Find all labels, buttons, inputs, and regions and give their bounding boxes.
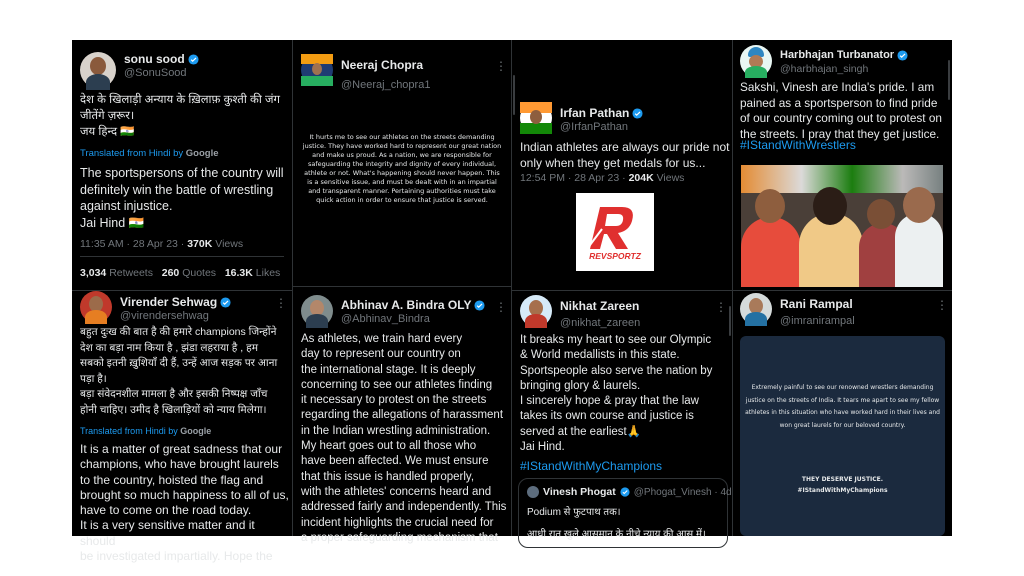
revsportz-logo[interactable] bbox=[576, 193, 654, 271]
handle[interactable]: @nikhat_zareen bbox=[560, 317, 641, 329]
display-name[interactable]: Virender Sehwag bbox=[120, 295, 218, 309]
quoted-handle: @Phogat_Vinesh · 4d bbox=[633, 486, 732, 498]
verified-badge-icon bbox=[474, 300, 485, 311]
statement-hashtag: #IStandWithMyChampions bbox=[797, 487, 888, 494]
tweet-text: Sakshi, Vinesh are India's pride. I am pained as a sportsperson to find pride of our country coming out to protest on the streets. I pray that they get justice. bbox=[740, 80, 942, 141]
avatar-harbhajan-singh[interactable] bbox=[740, 45, 772, 77]
avatar-sonu-sood[interactable] bbox=[80, 52, 116, 88]
more-options-icon[interactable]: ⋮ bbox=[275, 296, 287, 310]
display-name[interactable]: Nikhat Zareen bbox=[560, 299, 640, 313]
statement-letter: It hurts me to see our athletes on the streets demanding justice. They have worked hard to represent our great nation and make us proud. As a nation, we are responsible for safeguarding the integrity and dignity of every individual, athlete or not. What's happening should never happen. This is a sensitive issue, and must be dealt with in an impartial and transparent manner. Pertaining authorities must take quick action in order to ensure that justice is served. bbox=[302, 133, 502, 204]
quoted-display-name: Vinesh Phogat bbox=[543, 486, 616, 498]
tweet-virender-sehwag[interactable] bbox=[72, 291, 292, 564]
more-options-icon[interactable]: ⋮ bbox=[715, 300, 727, 314]
statement-footer: THEY DESERVE JUSTICE. bbox=[801, 476, 884, 483]
avatar-vinesh-phogat bbox=[527, 486, 539, 498]
quoted-text-line2: आधी रात खुले आसमान के नीचे न्याय की आस में। bbox=[527, 529, 706, 540]
handle[interactable]: @Neeraj_chopra1 bbox=[341, 79, 431, 91]
hashtag-link[interactable]: #IStandWithMyChampions bbox=[520, 459, 663, 473]
tweet-collage bbox=[72, 40, 952, 564]
avatar-irfan-pathan[interactable] bbox=[520, 102, 552, 134]
tweet-rani-rampal[interactable] bbox=[733, 291, 952, 536]
protest-photo[interactable] bbox=[741, 165, 943, 287]
verified-badge-icon bbox=[188, 54, 199, 65]
translation-note[interactable]: Translated from Hindi by Google bbox=[80, 148, 219, 159]
quoted-text-line1: Podium से फुटपाथ तक। bbox=[527, 507, 621, 518]
scrollbar[interactable] bbox=[729, 306, 731, 336]
translation-note[interactable]: Translated from Hindi by Google bbox=[80, 426, 212, 436]
tweet-text-english: It is a matter of great sadness that our champions, who have brought laurels to the country, hoisted the flag and brought so much happiness to all of us, have to come on the road today. It is a very sensitive matter and it should be investigated impartially. Hope the bbox=[80, 442, 289, 564]
verified-badge-icon bbox=[897, 50, 908, 61]
tweet-neeraj-chopra[interactable] bbox=[293, 40, 511, 286]
tweet-text-hindi: देश के खिलाड़ी अन्याय के ख़िलाफ़ कुश्ती की जंग जीतेंगे ज़रूर। जय हिन्द 🇮🇳 bbox=[80, 94, 281, 138]
display-name[interactable]: Abhinav A. Bindra OLY bbox=[341, 298, 472, 312]
avatar-neeraj-chopra[interactable] bbox=[301, 54, 333, 86]
verified-badge-icon bbox=[220, 297, 231, 308]
hashtag-link[interactable]: #IStandWithWrestlers bbox=[740, 138, 856, 152]
tweet-text: Indian athletes are always our pride not only when they get medals for us... bbox=[520, 140, 730, 170]
display-name[interactable]: Harbhajan Turbanator bbox=[780, 49, 895, 61]
tweet-irfan-pathan[interactable] bbox=[512, 40, 732, 290]
handle[interactable]: @SonuSood bbox=[124, 67, 187, 79]
more-options-icon[interactable]: ⋮ bbox=[495, 59, 507, 73]
tweet-text: As athletes, we train hard every day to represent our country on the international stage. It is deeply concerning to see our athletes finding it necessary to protest on the streets regarding the allegations of harassment in the Indian wrestling administration. My heart goes out to all those who have been affected. We must ensure that this issue is handled properly, with the athletes' concerns heard and addressed fairly and independently. This incident highlights the crucial need for a proper safeguarding mechanism that bbox=[301, 333, 507, 544]
tweet-nikhat-zareen[interactable] bbox=[512, 291, 732, 540]
statement-card[interactable] bbox=[740, 336, 945, 536]
handle[interactable]: @virendersehwag bbox=[120, 310, 209, 322]
statement-text: Extremely painful to see our renowned wrestlers demanding justice on the streets of India. It tears me apart to see my fellow athletes in this situation who have worked hard in their lives and won great laurels for our beloved country. bbox=[745, 384, 940, 429]
verified-badge-icon bbox=[632, 108, 643, 119]
avatar-abhinav-bindra[interactable] bbox=[301, 295, 333, 327]
display-name[interactable]: Irfan Pathan bbox=[560, 106, 630, 120]
tweet-harbhajan-singh[interactable] bbox=[733, 40, 952, 290]
tweet-meta: 12:54 PM · 28 Apr 23 · 204K Views bbox=[520, 172, 685, 184]
tweet-sonu-sood[interactable] bbox=[72, 40, 292, 290]
handle[interactable]: @IrfanPathan bbox=[560, 121, 629, 133]
more-options-icon[interactable]: ⋮ bbox=[936, 298, 948, 312]
display-name[interactable]: Rani Rampal bbox=[780, 297, 853, 311]
tweet-meta: 11:35 AM · 28 Apr 23 · 370K Views bbox=[80, 238, 244, 250]
display-name[interactable]: sonu sood bbox=[124, 52, 185, 66]
tweet-text-english: The sportspersons of the country will definitely win the battle of wrestling against injustice. Jai Hind 🇮🇳 bbox=[80, 166, 284, 230]
more-options-icon[interactable]: ⋮ bbox=[495, 300, 507, 314]
handle[interactable]: @imranirampal bbox=[780, 315, 855, 327]
tweet-abhinav-bindra[interactable] bbox=[293, 287, 511, 544]
tweet-text-hindi: बहुत दुःख की बात है की हमारे champions जिन्होंने देश का बड़ा नाम किया है , झंडा लहराया है , हम सबको इतनी ख़ुशियाँ दी हैं, उन्हें आज सड़क पर आना पड़ा है। बड़ा संवेदनशील मामला है और इसकी निष्पक्ष जाँच होनी चाहिए। उमीद है खिलाड़ियों को न्याय मिलेगा। bbox=[80, 326, 278, 416]
avatar-virender-sehwag[interactable] bbox=[80, 291, 112, 323]
verified-badge-icon bbox=[620, 487, 630, 497]
divider bbox=[80, 256, 284, 257]
logo-wordmark: REVSPORTZ bbox=[589, 251, 641, 261]
scrollbar[interactable] bbox=[513, 75, 515, 115]
avatar-nikhat-zareen[interactable] bbox=[520, 295, 552, 327]
display-name[interactable]: Neeraj Chopra bbox=[341, 58, 424, 72]
tweet-text: It breaks my heart to see our Olympic & World medallists in this state. Sportspeople also serve the nation by bringing glory & laurels. I sincerely hope & pray that the law takes its own course and justice is served at the earliest🙏 Jai Hind. bbox=[520, 334, 713, 454]
avatar-rani-rampal[interactable] bbox=[740, 293, 772, 325]
handle[interactable]: @Abhinav_Bindra bbox=[341, 313, 430, 325]
tweet-stats[interactable]: 3,034 Retweets 260 Quotes 16.3K Likes bbox=[80, 267, 281, 279]
handle[interactable]: @harbhajan_singh bbox=[780, 62, 869, 75]
quoted-tweet[interactable] bbox=[518, 478, 732, 548]
